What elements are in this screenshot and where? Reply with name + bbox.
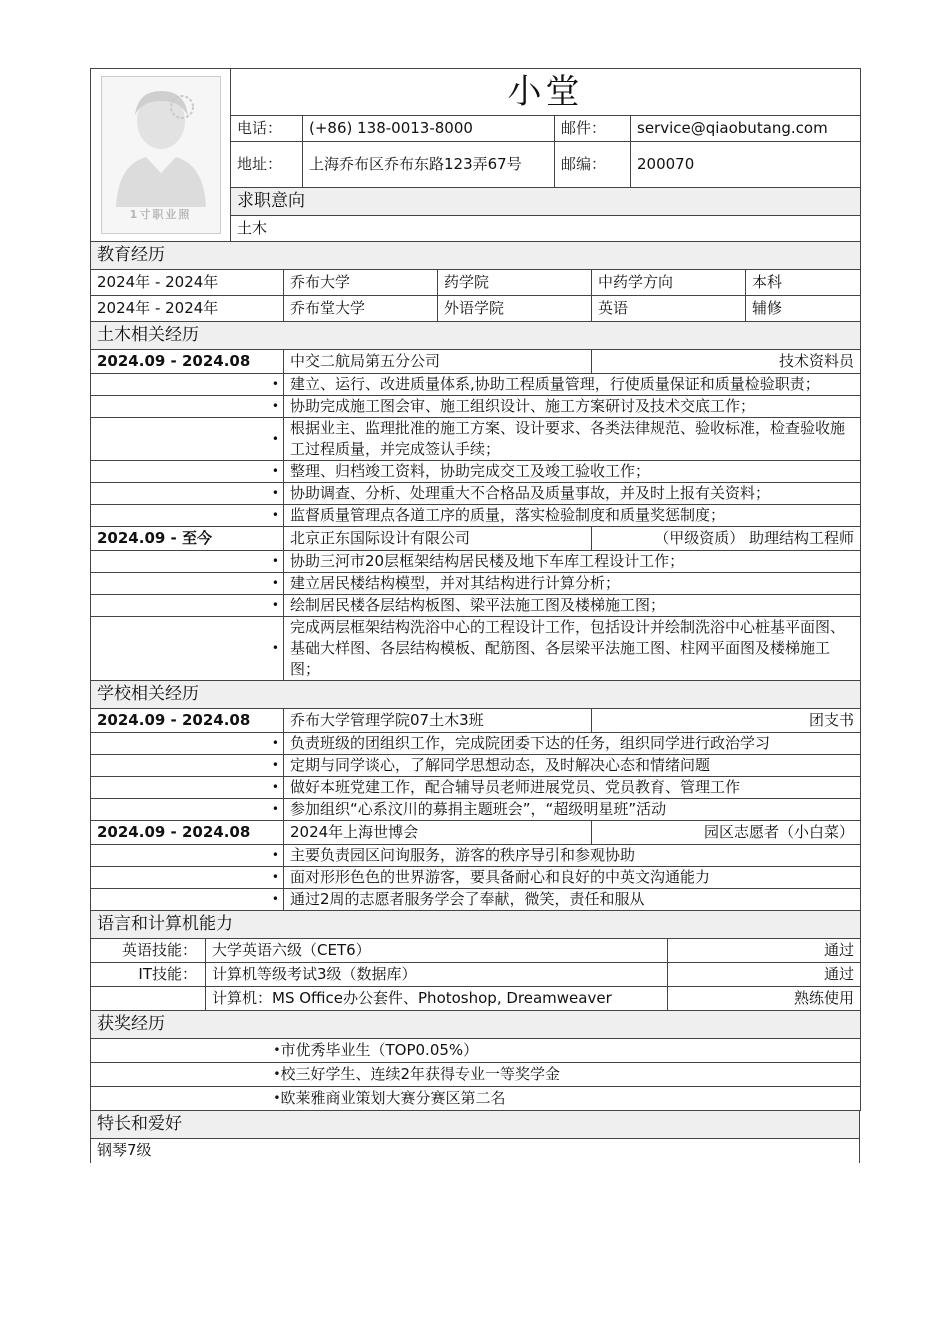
skill-row <box>91 939 861 963</box>
bullet-dot: • <box>91 418 284 461</box>
school-title: 学校相关经历 <box>91 681 861 709</box>
civil-title: 土木相关经历 <box>91 322 861 350</box>
job-item <box>91 573 861 595</box>
skill-level: 通过 <box>668 963 861 987</box>
job-period: 2024.09 - 2024.08 <box>91 350 284 374</box>
job-item-text: 做好本班党建工作，配合辅导员老师进展党员、党员教育、管理工作 <box>284 777 861 799</box>
job-item <box>91 505 861 527</box>
job-role: 园区志愿者（小白菜） <box>592 821 861 845</box>
job-header <box>91 821 861 845</box>
person-silhouette-icon <box>102 77 220 207</box>
education-table <box>90 241 861 322</box>
skill-desc: 计算机：MS Office办公套件、Photoshop, Dreamweaver <box>206 987 668 1011</box>
job-role: （甲级资质） 助理结构工程师 <box>592 527 861 551</box>
edu-school: 乔布堂大学 <box>284 296 438 322</box>
hobbies-text: 钢琴7级 <box>91 1139 860 1163</box>
job-org: 2024年上海世博会 <box>284 821 592 845</box>
job-item-text: 绘制居民楼各层结构板图、梁平法施工图及楼梯施工图； <box>284 595 861 617</box>
job-item-text: 主要负责园区问询服务，游客的秩序导引和参观协助 <box>284 845 861 867</box>
bullet-dot: • <box>91 573 284 595</box>
job-header <box>91 709 861 733</box>
hobbies-title: 特长和爱好 <box>91 1111 860 1139</box>
skill-row <box>91 963 861 987</box>
bullet-dot: • <box>91 845 284 867</box>
edu-school: 乔布大学 <box>284 270 438 296</box>
skill-label <box>91 987 206 1011</box>
education-row <box>91 296 861 322</box>
bullet-dot: • <box>91 617 284 681</box>
bullet-dot: • <box>91 889 284 911</box>
award-item <box>91 1087 861 1111</box>
profile-photo <box>101 76 221 234</box>
skill-row <box>91 987 861 1011</box>
award-item <box>91 1063 861 1087</box>
civil-experience-table <box>90 321 861 681</box>
job-item <box>91 461 861 483</box>
edu-major: 中药学方向 <box>592 270 746 296</box>
bullet-dot: • <box>91 777 284 799</box>
bullet-dot: • <box>91 595 284 617</box>
skill-level: 通过 <box>668 939 861 963</box>
job-item <box>91 418 861 461</box>
edu-period: 2024年 - 2024年 <box>91 296 284 322</box>
skill-label: IT技能： <box>91 963 206 987</box>
job-item-text: 协助调查、分析、处理重大不合格品及质量事故，并及时上报有关资料； <box>284 483 861 505</box>
job-item-text: 通过2周的志愿者服务学会了奉献，微笑，责任和服从 <box>284 889 861 911</box>
job-role: 团支书 <box>592 709 861 733</box>
job-period: 2024.09 - 至今 <box>91 527 284 551</box>
job-item-text: 完成两层框架结构洗浴中心的工程设计工作，包括设计并绘制洗浴中心桩基平面图、基础大样图、各层结构模板、配筋图、各层梁平法施工图、柱网平面图及楼梯施工图； <box>284 617 861 681</box>
edu-degree: 辅修 <box>746 296 861 322</box>
job-item <box>91 845 861 867</box>
skills-title: 语言和计算机能力 <box>91 911 861 939</box>
bullet-dot: • <box>91 551 284 573</box>
job-org: 中交二航局第五分公司 <box>284 350 592 374</box>
job-period: 2024.09 - 2024.08 <box>91 821 284 845</box>
job-item <box>91 396 861 418</box>
bullet-dot: • <box>91 396 284 418</box>
job-item-text: 参加组织“心系汶川的募捐主题班会”，“超级明星班”活动 <box>284 799 861 821</box>
job-item-text: 定期与同学谈心，了解同学思想动态，及时解决心态和情绪问题 <box>284 755 861 777</box>
job-item-text: 整理、归档竣工资料，协助完成交工及竣工验收工作； <box>284 461 861 483</box>
job-item <box>91 755 861 777</box>
job-item <box>91 617 861 681</box>
edu-college: 外语学院 <box>438 296 592 322</box>
skill-desc: 计算机等级考试3级（数据库） <box>206 963 668 987</box>
awards-title: 获奖经历 <box>91 1011 861 1039</box>
award-text: 校三好学生、连续2年获得专业一等奖学金 <box>281 1063 861 1087</box>
job-item-text: 协助完成施工图会审、施工组织设计、施工方案研讨及技术交底工作； <box>284 396 861 418</box>
bullet-dot: • <box>91 755 284 777</box>
bullet-dot: • <box>91 461 284 483</box>
bullet-dot: • <box>91 1087 281 1111</box>
job-item-text: 面对形形色色的世界游客，要具备耐心和良好的中英文沟通能力 <box>284 867 861 889</box>
zip-label: 邮编： <box>555 142 631 188</box>
award-item <box>91 1039 861 1063</box>
hobbies-table <box>90 1110 860 1163</box>
job-item-text: 建立居民楼结构模型，并对其结构进行计算分析； <box>284 573 861 595</box>
job-item <box>91 889 861 911</box>
bullet-dot: • <box>91 799 284 821</box>
award-text: 欧莱雅商业策划大赛分赛区第二名 <box>281 1087 861 1111</box>
edu-degree: 本科 <box>746 270 861 296</box>
job-item <box>91 483 861 505</box>
email-label: 邮件： <box>555 116 631 142</box>
objective-value: 土木 <box>231 216 861 242</box>
skill-label: 英语技能： <box>91 939 206 963</box>
resume <box>90 68 860 1163</box>
photo-cell <box>91 69 231 242</box>
photo-caption: 1寸职业照 <box>129 208 192 221</box>
job-item <box>91 867 861 889</box>
bullet-dot: • <box>91 505 284 527</box>
job-item <box>91 799 861 821</box>
edu-college: 药学院 <box>438 270 592 296</box>
job-org: 乔布大学管理学院07土木3班 <box>284 709 592 733</box>
job-item <box>91 733 861 755</box>
address-label: 地址： <box>231 142 303 188</box>
skills-table <box>90 910 861 1011</box>
job-header <box>91 350 861 374</box>
bullet-dot: • <box>91 483 284 505</box>
education-row <box>91 270 861 296</box>
job-item-text: 监督质量管理点各道工序的质量，落实检验制度和质量奖惩制度； <box>284 505 861 527</box>
job-item <box>91 595 861 617</box>
skill-level: 熟练使用 <box>668 987 861 1011</box>
education-title: 教育经历 <box>91 242 861 270</box>
school-experience-table <box>90 680 861 911</box>
candidate-name: 小堂 <box>231 69 861 116</box>
phone-label: 电话： <box>231 116 303 142</box>
edu-major: 英语 <box>592 296 746 322</box>
bullet-dot: • <box>91 1063 281 1087</box>
email-value: service@qiaobutang.com <box>631 116 861 142</box>
job-item-text: 协助三河市20层框架结构居民楼及地下车库工程设计工作； <box>284 551 861 573</box>
skill-desc: 大学英语六级（CET6） <box>206 939 668 963</box>
zip-value: 200070 <box>631 142 861 188</box>
job-item <box>91 777 861 799</box>
job-item-text: 负责班级的团组织工作，完成院团委下达的任务，组织同学进行政治学习 <box>284 733 861 755</box>
objective-title: 求职意向 <box>231 188 861 216</box>
job-item-text: 根据业主、监理批准的施工方案、设计要求、各类法律规范、验收标准，检查验收施工过程质量，并完成签认手续； <box>284 418 861 461</box>
job-item <box>91 551 861 573</box>
job-item-text: 建立、运行、改进质量体系,协助工程质量管理，行使质量保证和质量检验职责； <box>284 374 861 396</box>
bullet-dot: • <box>91 867 284 889</box>
awards-table <box>90 1010 861 1111</box>
bullet-dot: • <box>91 1039 281 1063</box>
job-item <box>91 374 861 396</box>
edu-period: 2024年 - 2024年 <box>91 270 284 296</box>
job-header <box>91 527 861 551</box>
bullet-dot: • <box>91 374 284 396</box>
job-org: 北京正东国际设计有限公司 <box>284 527 592 551</box>
job-role: 技术资料员 <box>592 350 861 374</box>
award-text: 市优秀毕业生（TOP0.05%） <box>281 1039 861 1063</box>
header-table <box>90 68 861 242</box>
job-period: 2024.09 - 2024.08 <box>91 709 284 733</box>
phone-value: (+86) 138-0013-8000 <box>303 116 555 142</box>
address-value: 上海乔布区乔布东路123弄67号 <box>303 142 555 188</box>
bullet-dot: • <box>91 733 284 755</box>
